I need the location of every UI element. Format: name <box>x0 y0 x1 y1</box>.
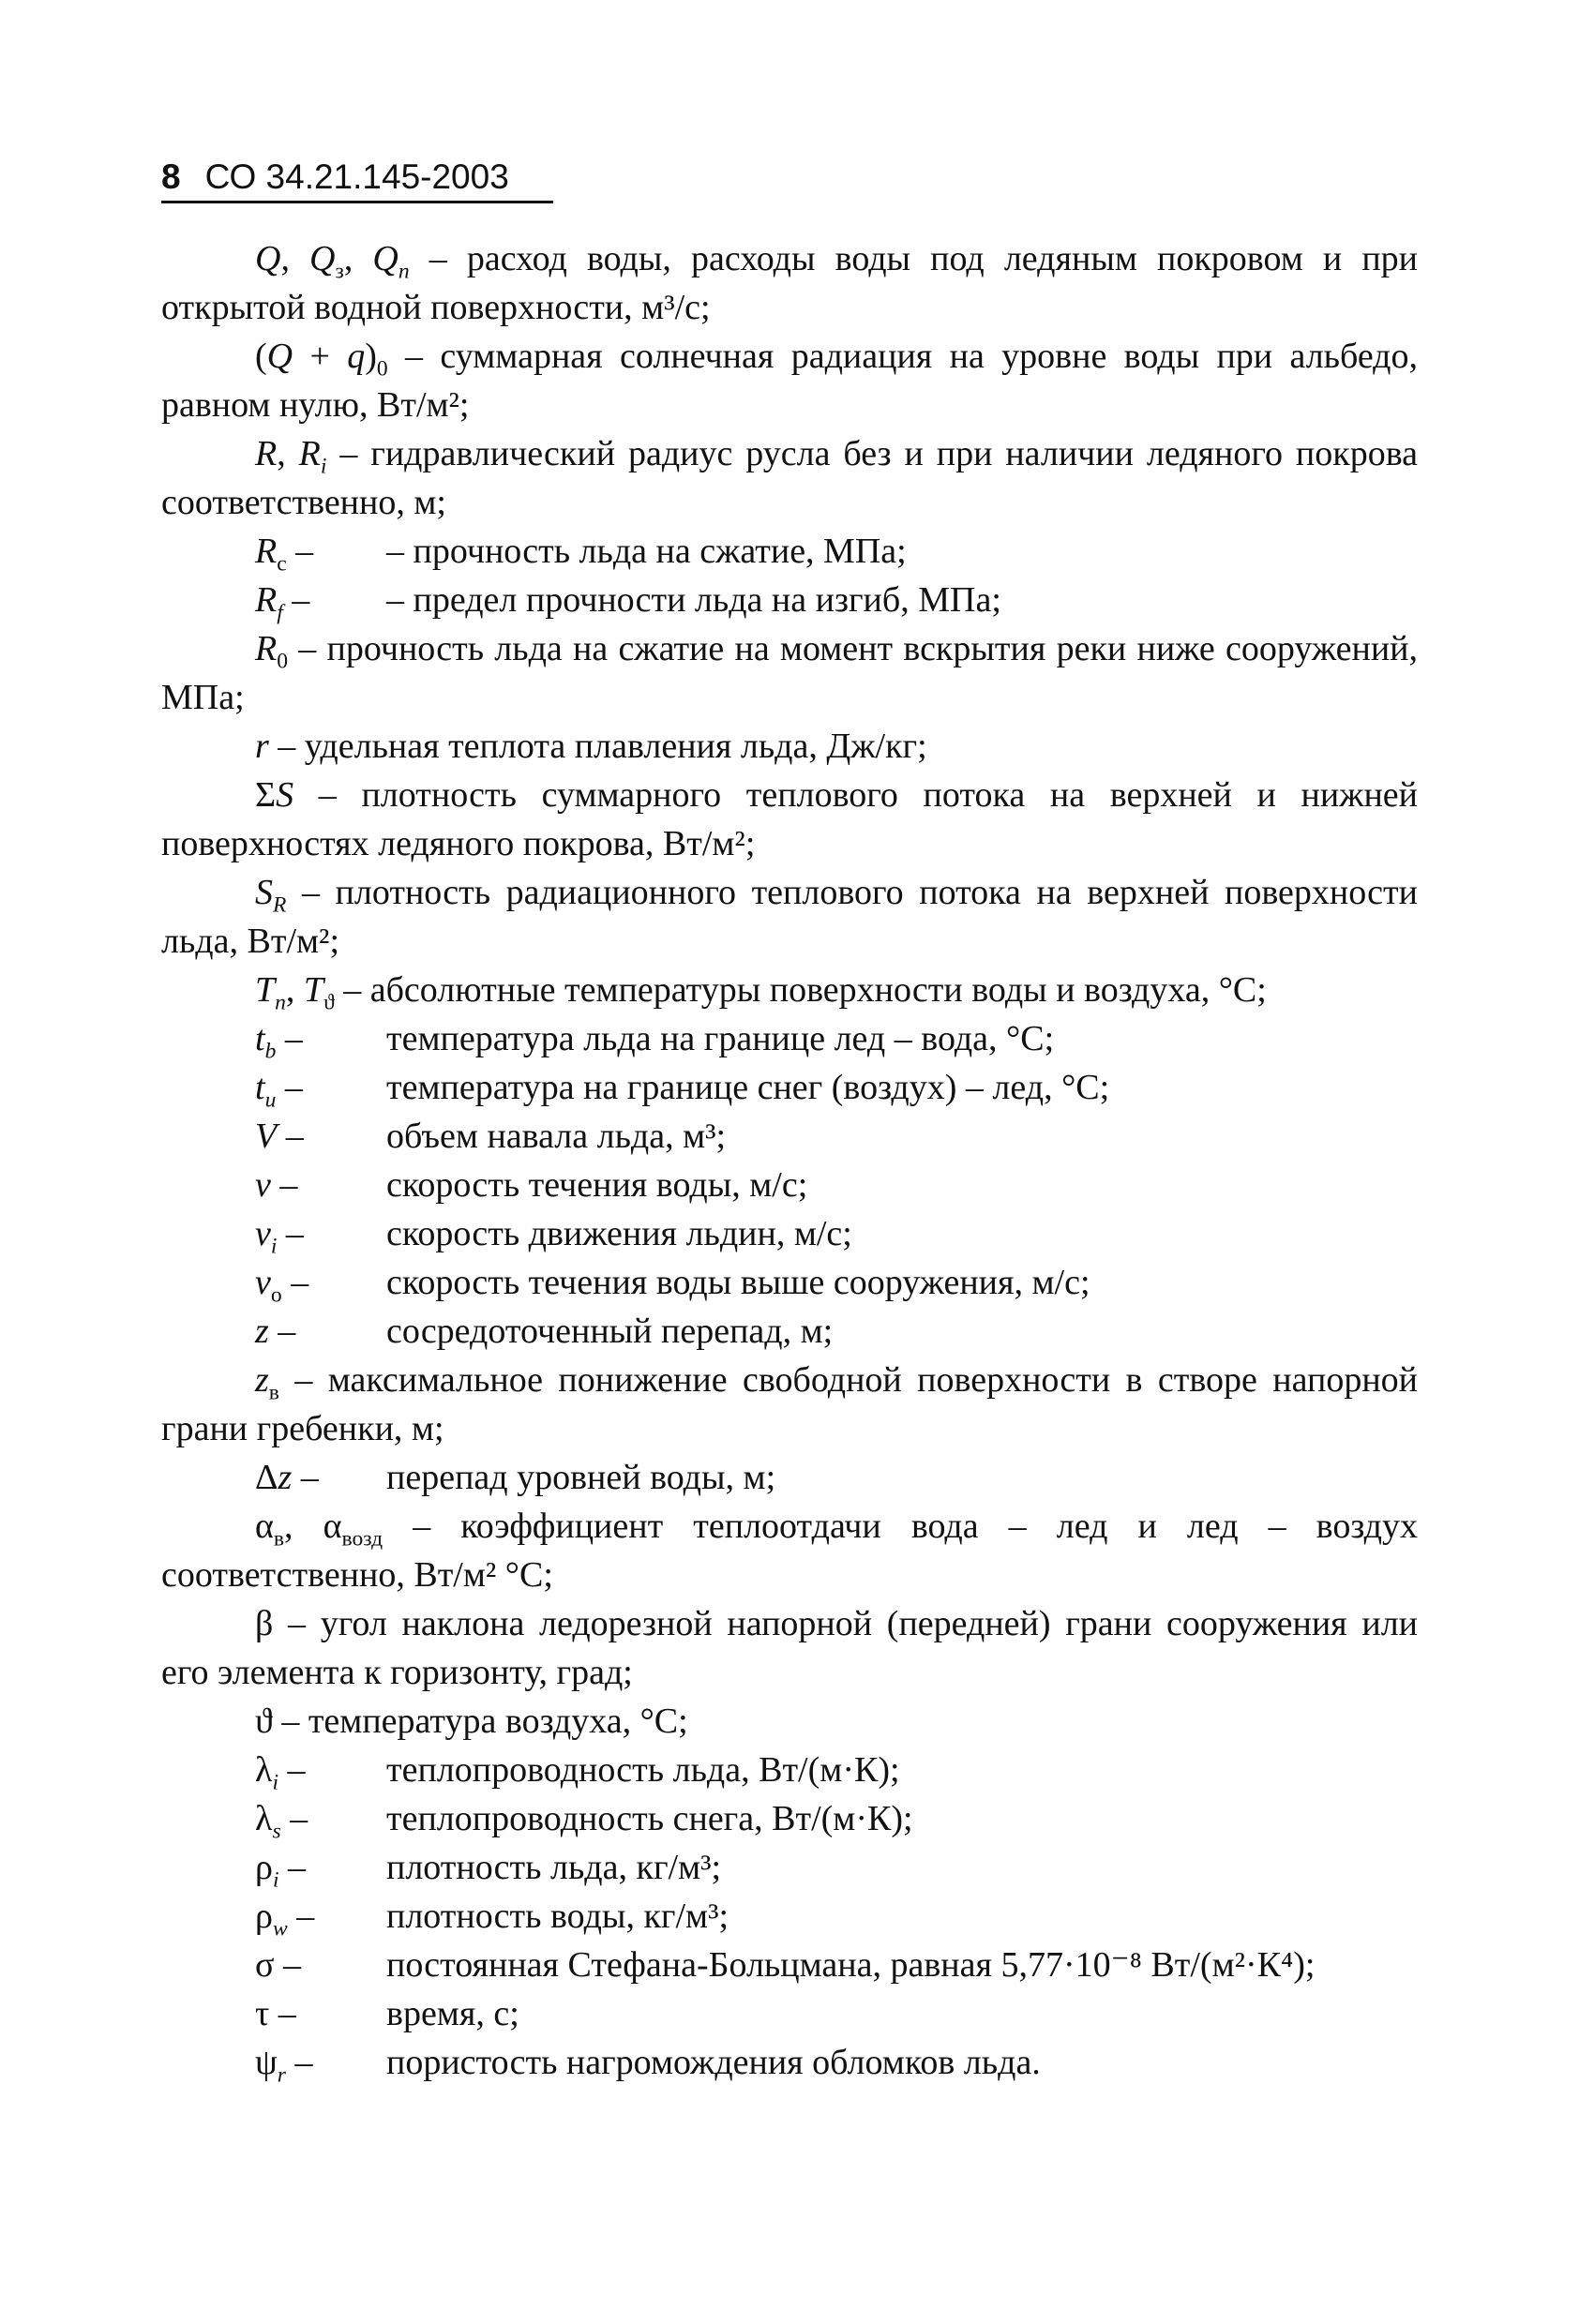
entry-text: – расход воды, расходы воды под ледяным покровом и при открытой водной поверхности, м³/с; <box>161 239 1418 327</box>
entry-text: – прочность льда на сжатие, МПа; <box>386 532 907 571</box>
entry-text: скорость течения воды, м/с; <box>386 1165 808 1205</box>
entry-vo: $v_о$ – скорость течения воды выше сооружения, м/с; <box>161 1258 1418 1307</box>
entry-text: – суммарная солнечная радиация на уровне воды при альбедо, равном нулю, Вт/м²; <box>161 337 1419 425</box>
entry-text: сосредоточенный перепад, м; <box>386 1312 834 1351</box>
entry-text: объем навала льда, м³; <box>386 1117 727 1156</box>
entry-text: постоянная Стефана-Больцмана, равная 5,77·10⁻⁸ Вт/(м²·К⁴); <box>386 1945 1316 1985</box>
entry-rf: $R_f$ – – предел прочности льда на изгиб, МПа; <box>161 576 1418 624</box>
entry-q: Q, $Q_з$, $Q_п$ – расход воды, расходы воды под ледяным покровом и при открытой водной поверхности, м³/с; <box>161 239 1418 327</box>
entry-zv: $z_в$ – максимальное понижение свободной поверхности в створе напорной грани гребенки, м; <box>161 1360 1418 1448</box>
entry-v-upper: V – объем навала льда, м³; <box>161 1112 1418 1161</box>
entry-v: v – скорость течения воды, м/с; <box>161 1161 1418 1209</box>
entry-text: плотность воды, кг/м³; <box>386 1897 729 1936</box>
entry-tb: $t_b$ – температура льда на границе лед – вода, °С; <box>161 1014 1418 1063</box>
entry-r0: $R_0$ – прочность льда на сжатие на момент вскрытия реки ниже сооружений, МПа; <box>161 629 1419 717</box>
entry-rc: $R_с$ – – прочность льда на сжатие, МПа; <box>161 527 1418 576</box>
entry-lambda-s: $\lambda_s$ – теплопроводность снега, Вт/(м·К); <box>161 1794 1418 1843</box>
entry-text: – плотность суммарного теплового потока на верхней и нижней поверхностях ледяного покрова, Вт/м²; <box>161 775 1419 863</box>
entry-dz: Δz – перепад уровней воды, м; <box>161 1453 1418 1502</box>
entry-r: R, $R_i$ – гидравлический радиус русла без и при наличии ледяного покрова соответственно, м; <box>161 434 1419 522</box>
symbol-list <box>161 234 1418 2087</box>
entry-text: – температура воздуха, °С; <box>281 1702 688 1741</box>
entry-text: – удельная теплота плавления льда, Дж/кг; <box>278 727 927 766</box>
entry-text: теплопроводность льда, Вт/(м·К); <box>386 1750 900 1790</box>
entry-text: – угол наклона ледорезной напорной (передней) грани сооружения или его элемента к горизонту, град; <box>161 1604 1418 1692</box>
entry-text: температура на границе снег (воздух) – лед, °С; <box>386 1068 1110 1107</box>
entry-sr: $S_R$ – плотность радиационного теплового потока на верхней поверхности льда, Вт/м²; <box>161 873 1418 961</box>
entry-text: – коэффициент теплоотдачи вода – лед и лед – воздух соответственно, Вт/м² °С; <box>161 1507 1419 1595</box>
document-code: СО 34.21.145-2003 <box>204 157 509 196</box>
entry-text: скорость течения воды выше сооружения, м/с; <box>386 1263 1090 1302</box>
entry-psi: $\psi_r$ – пористость нагромождения обломков льда. <box>161 2038 1418 2087</box>
entry-text: скорость движения льдин, м/с; <box>386 1214 852 1253</box>
entry-text: – гидравлический радиус русла без и при наличии ледяного покрова соответственно, м; <box>161 434 1419 522</box>
entry-sigma: σ – постоянная Стефана-Больцмана, равная 5,77·10⁻⁸ Вт/(м²·К⁴); <box>161 1941 1418 1989</box>
entry-text: – максимальное понижение свободной поверхности в створе напорной грани гребенки, м; <box>161 1360 1418 1448</box>
entry-alpha: $\alpha_в$, $\alpha_{возд}$ – коэффициент теплоотдачи вода – лед и лед – воздух соответственно, Вт/м² °С; <box>161 1507 1419 1595</box>
entry-text: температура льда на границе лед – вода, °С; <box>386 1019 1055 1058</box>
page-header <box>161 157 553 203</box>
entry-text: теплопроводность снега, Вт/(м·К); <box>386 1799 913 1838</box>
entry-q-plus-q: $(Q + q)_0$ – суммарная солнечная радиация на уровне воды при альбедо, равном нулю, Вт/м²; <box>161 337 1419 425</box>
entry-text: время, с; <box>386 1994 519 2033</box>
entry-text: – предел прочности льда на изгиб, МПа; <box>386 580 1001 620</box>
entry-text: пористость нагромождения обломков льда. <box>386 2043 1041 2082</box>
entry-r-lower: r – удельная теплота плавления льда, Дж/кг; <box>255 727 927 766</box>
page-number: 8 <box>161 157 181 196</box>
entry-beta: β – угол наклона ледорезной напорной (передней) грани сооружения или его элемента к горизонту, град; <box>161 1604 1418 1692</box>
entry-tau: τ – время, с; <box>161 1989 1418 2038</box>
entry-rho-i: $\rho_i$ – плотность льда, кг/м³; <box>161 1843 1418 1892</box>
entry-text: – плотность радиационного теплового потока на верхней поверхности льда, Вт/м²; <box>161 873 1418 961</box>
entry-text: перепад уровней воды, м; <box>386 1458 776 1497</box>
entry-text: плотность льда, кг/м³; <box>386 1848 722 1887</box>
entry-text: – абсолютные температуры поверхности воды и воздуха, °С; <box>343 970 1267 1010</box>
entry-lambda-i: $\lambda_i$ – теплопроводность льда, Вт/(м·К); <box>161 1746 1418 1794</box>
entry-tu: $t_и$ – температура на границе снег (воздух) – лед, °С; <box>161 1063 1418 1112</box>
entry-sum-s: ΣS – плотность суммарного теплового потока на верхней и нижней поверхностях ледяного покрова, Вт/м²; <box>161 775 1419 863</box>
entry-tn: $T_п$, $T_ϑ$ – абсолютные температуры поверхности воды и воздуха, °С; <box>255 970 1267 1015</box>
entry-theta: ϑ – температура воздуха, °С; <box>255 1702 688 1741</box>
entry-vi: $v_i$ – скорость движения льдин, м/с; <box>161 1209 1418 1258</box>
entry-text: – прочность льда на сжатие на момент вскрытия реки ниже сооружений, МПа; <box>161 629 1419 717</box>
entry-z: z – сосредоточенный перепад, м; <box>161 1307 1418 1356</box>
entry-rho-w: $\rho_w$ – плотность воды, кг/м³; <box>161 1892 1418 1941</box>
